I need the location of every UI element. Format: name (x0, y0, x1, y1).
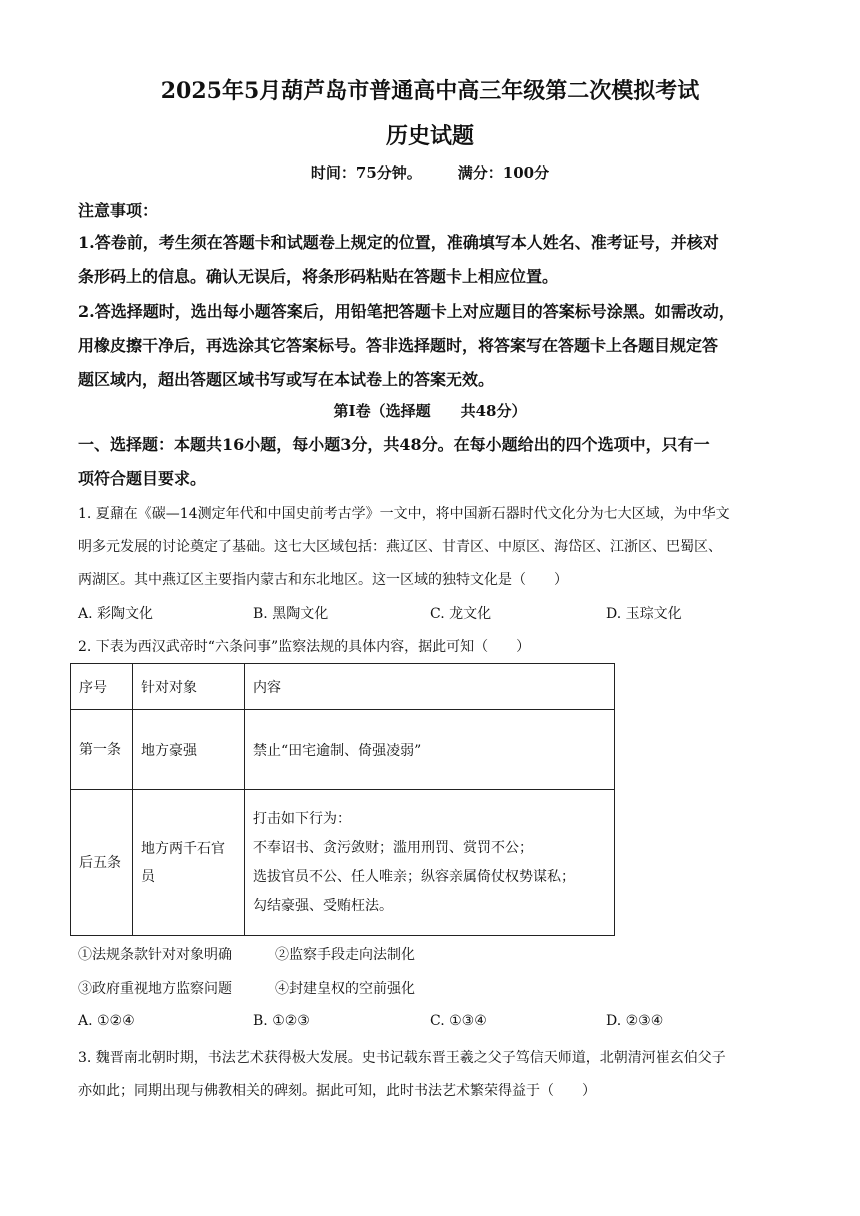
table-cell: 第一条 (71, 710, 133, 790)
table-cell (245, 790, 615, 936)
table-cell-line: 勾结豪强、受贿枉法。 (253, 897, 393, 914)
question-1-line: 明多元发展的讨论奠定了基础。这七大区域包括：燕辽区、甘青区、中原区、海岱区、江浙区、巴蜀区、 (78, 539, 722, 555)
notice-line: 条形码上的信息。确认无误后，将条形码粘贴在答题卡上相应位置。 (78, 267, 559, 286)
question-1-option-c[interactable]: C. 龙文化 (430, 606, 492, 622)
question-1-option-a[interactable]: A. 彩陶文化 (78, 606, 154, 622)
table-cell: 后五条 (71, 790, 133, 936)
section-title: 第Ⅰ卷（选择题 共48分） (333, 402, 527, 420)
section-instruction: 项符合题目要求。 (78, 469, 207, 488)
notice-line: 题区域内，超出答题区域书写或写在本试卷上的答案无效。 (78, 370, 495, 389)
subject-title: 历史试题 (385, 123, 474, 149)
question-2-statement: ④封建皇权的空前强化 (275, 981, 415, 997)
notice-line: 1.答卷前，考生须在答题卡和试题卷上规定的位置，准确填写本人姓名、准考证号，并核对 (78, 233, 719, 252)
exam-meta (0, 162, 860, 183)
table-cell: 地方豪强 (133, 710, 245, 790)
question-3-line: 亦如此；同期出现与佛教相关的碑刻。据此可知，此时书法艺术繁荣得益于（ ） (78, 1083, 596, 1099)
table-header-cell: 针对对象 (133, 664, 245, 710)
table-cell: 地方两千石官员 (133, 790, 245, 936)
question-2-statement: ②监察手段走向法制化 (275, 947, 415, 963)
question-1-line: 两湖区。其中燕辽区主要指内蒙古和东北地区。这一区域的独特文化是（ ） (78, 572, 568, 588)
question-2-statement: ③政府重视地方监察问题 (78, 981, 232, 997)
table-row (71, 790, 615, 936)
table-header-cell: 内容 (245, 664, 615, 710)
exam-time: 时间：75分钟。 (310, 164, 422, 182)
question-3-line: 3. 魏晋南北朝时期，书法艺术获得极大发展。史书记载东晋王羲之父子笃信天师道，北朝清河崔玄伯父子 (78, 1050, 726, 1066)
question-1-option-d[interactable]: D. 玉琮文化 (606, 606, 682, 622)
question-2-option-d[interactable]: D. ②③④ (606, 1013, 664, 1029)
table-cell: 禁止“田宅逾制、倚强凌弱” (245, 710, 615, 790)
notice-line: 用橡皮擦干净后，再选涂其它答案标号。答非选择题时，将答案写在答题卡上各题目规定答 (78, 336, 719, 355)
exam-score: 满分：100分 (457, 164, 550, 182)
question-2-option-a[interactable]: A. ①②④ (78, 1013, 135, 1029)
supervision-table (70, 663, 615, 936)
question-2-option-b[interactable]: B. ①②③ (253, 1013, 310, 1029)
table-header-cell: 序号 (71, 664, 133, 710)
section-instruction: 一、选择题：本题共16小题，每小题3分，共48分。在每小题给出的四个选项中，只有一 (78, 435, 710, 454)
question-2-option-c[interactable]: C. ①③④ (430, 1013, 487, 1029)
exam-title: 2025年5月葫芦岛市普通高中高三年级第二次模拟考试 (160, 78, 700, 104)
table-row (71, 710, 615, 790)
table-cell-line: 打击如下行为： (253, 810, 351, 827)
table-cell-line: 选拔官员不公、任人唯亲；纵容亲属倚仗权势谋私； (253, 868, 575, 885)
notice-heading: 注意事项： (78, 201, 159, 220)
question-2-stem: 2. 下表为西汉武帝时“六条问事”监察法规的具体内容，据此可知（ ） (78, 639, 531, 655)
table-cell-line: 不奉诏书、贪污敛财；滥用刑罚、赏罚不公； (253, 839, 533, 856)
question-1-line: 1. 夏鼐在《碳—14测定年代和中国史前考古学》一文中，将中国新石器时代文化分为七大区域，为中华文 (78, 506, 730, 522)
question-1-option-b[interactable]: B. 黑陶文化 (253, 606, 329, 622)
notice-line: 2.答选择题时，选出每小题答案后，用铅笔把答题卡上对应题目的答案标号涂黑。如需改动， (78, 302, 735, 321)
question-2-statement: ①法规条款针对对象明确 (78, 947, 232, 963)
table-header-row (71, 664, 615, 710)
